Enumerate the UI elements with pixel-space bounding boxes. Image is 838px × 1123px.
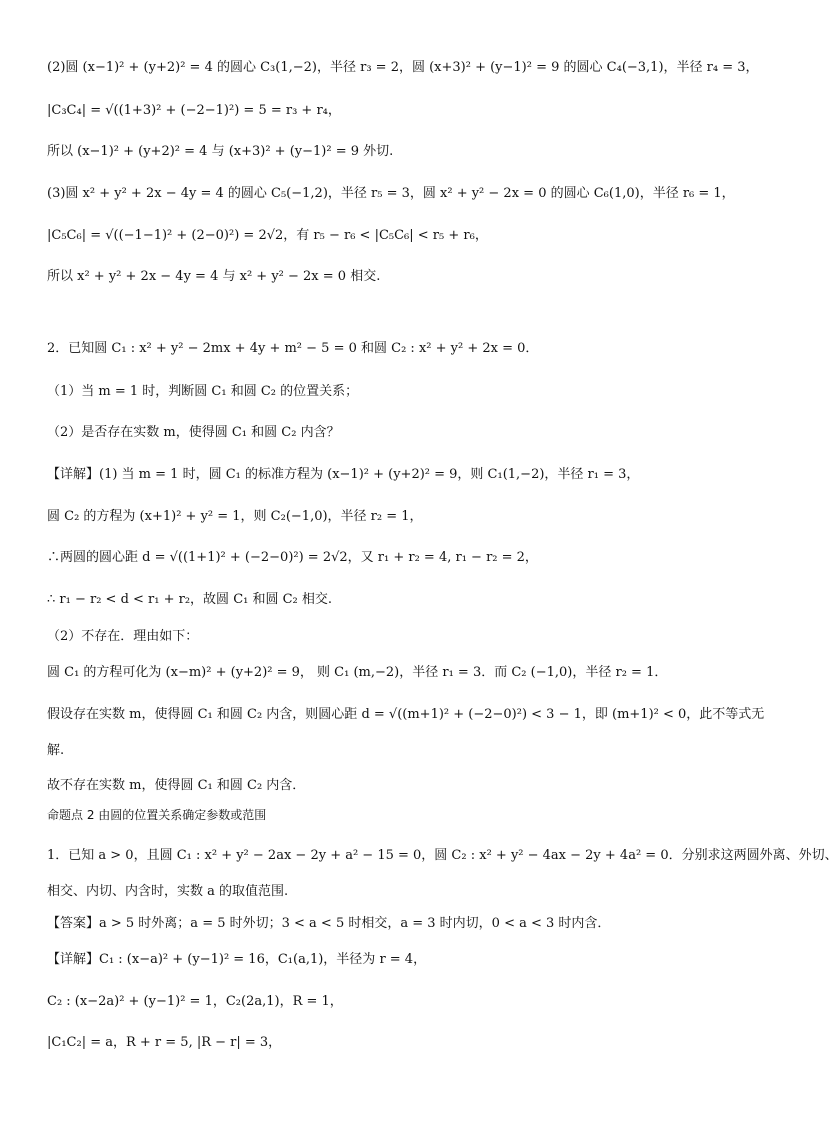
text-line: 所以 (x−1)² + (y+2)² = 4 与 (x+3)² + (y−1)² = 9 外切. [47,144,394,159]
solution-text: ∴两圆的圆心距 d = √((1+1)² + (−2−0)²) = 2√2，又 r₁ + r₂ = 4, r₁ − r₂ = 2， [47,550,538,565]
question-text: 2．已知圆 C₁ : x² + y² − 2mx + 4y + m² − 5 = 0 和圆 C₂ : x² + y² + 2x = 0． [47,341,539,356]
solution-text: |C₁C₂| = a，R + r = 5, |R − r| = 3， [47,1035,282,1050]
solution-text: （2）不存在．理由如下： [47,629,199,644]
question-text: 相交、内切、内含时，实数 a 的取值范围. [47,884,289,899]
solution-text: ∴ r₁ − r₂ < d < r₁ + r₂，故圆 C₁ 和圆 C₂ 相交. [47,592,333,607]
question-text: （2）是否存在实数 m，使得圆 C₁ 和圆 C₂ 内含？ [47,425,340,440]
text-line: |C₅C₆| = √((−1−1)² + (2−0)²) = 2√2，有 r₅ − r₆ < |C₅C₆| < r₅ + r₆， [47,228,488,243]
solution-text: 假设存在实数 m，使得圆 C₁ 和圆 C₂ 内含，则圆心距 d = √((m+1)² + (−2−0)²) < 3 − 1，即 (m+1)² < 0，此不等式无 [47,707,765,722]
solution-text: 圆 C₂ 的方程为 (x+1)² + y² = 1，则 C₂(−1,0)，半径 r₂ = 1， [47,509,423,524]
text-line: (2)圆 (x−1)² + (y+2)² = 4 的圆心 C₃(1,−2)，半径 r₃ = 2，圆 (x+3)² + (y−1)² = 9 的圆心 C₄(−3,1)，半径 r₄ = 3， [47,60,759,75]
solution-text: 解. [47,743,65,758]
text-line: 所以 x² + y² + 2x − 4y = 4 与 x² + y² − 2x = 0 相交. [47,269,381,284]
solution-text: 故不存在实数 m，使得圆 C₁ 和圆 C₂ 内含． [47,778,306,793]
solution-text: 【详解】C₁ : (x−a)² + (y−1)² = 16，C₁(a,1)，半径为 r = 4， [47,952,427,967]
answer-text: 【答案】a > 5 时外离；a = 5 时外切；3 < a < 5 时相交，a = 3 时内切，0 < a < 3 时内含． [47,916,611,931]
question-text: 1．已知 a > 0，且圆 C₁ : x² + y² − 2ax − 2y + a² − 15 = 0，圆 C₂ : x² + y² − 4ax − 2y + 4a² = 0．分别求这两圆外离、外切、 [47,848,838,863]
section-heading: 命题点 2 由圆的位置关系确定参数或范围 [47,808,267,822]
solution-text: C₂ : (x−2a)² + (y−1)² = 1，C₂(2a,1)，R = 1， [47,994,343,1009]
text-line: |C₃C₄| = √((1+3)² + (−2−1)²) = 5 = r₃ + r₄， [47,103,341,118]
solution-text: 圆 C₁ 的方程可化为 (x−m)² + (y+2)² = 9， 则 C₁ (m,−2)，半径 r₁ = 3．而 C₂ (−1,0)，半径 r₂ = 1． [47,665,668,680]
text-line: (3)圆 x² + y² + 2x − 4y = 4 的圆心 C₅(−1,2)，半径 r₅ = 3，圆 x² + y² − 2x = 0 的圆心 C₆(1,0)，半径 r₆ = 1， [47,186,735,201]
question-text: （1）当 m = 1 时，判断圆 C₁ 和圆 C₂ 的位置关系； [47,384,359,399]
solution-text: 【详解】(1) 当 m = 1 时，圆 C₁ 的标准方程为 (x−1)² + (y+2)² = 9，则 C₁(1,−2)，半径 r₁ = 3， [47,467,640,482]
